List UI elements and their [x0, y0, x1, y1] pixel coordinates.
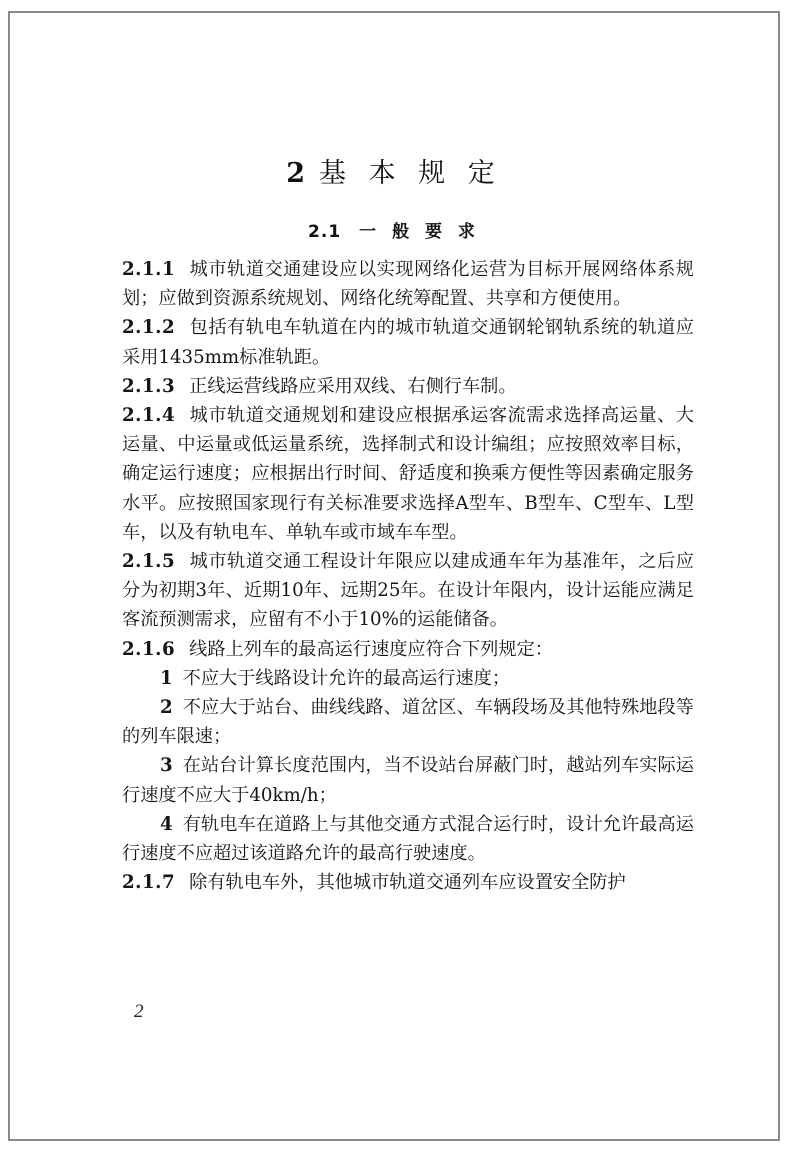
item-text: 有轨电车在道路上与其他交通方式混合运行时，设计允许最高运行速度不应超过该道路允许的最高行驶速度。: [122, 813, 694, 865]
clause-text: 包括有轨电车轨道在内的城市轨道交通钢轮钢轨系统的轨道应采用1435mm标准轨距。: [122, 317, 694, 368]
clause-number: 2.1.2: [122, 317, 176, 339]
clause-text: 城市轨道交通建设应以实现网络化运营为目标开展网络体系规划；应做到资源系统规划、网络化统筹配置、共享和方便使用。: [122, 259, 694, 310]
clause-2-1-6: [122, 635, 694, 664]
chapter-heading: [10, 151, 778, 190]
item-text: 在站台计算长度范围内，当不设站台屏蔽门时，越站列车实际运行速度不应大于40km/h；: [122, 755, 694, 806]
section-title: 一 般 要 求: [359, 222, 480, 242]
clause-2-1-4: [122, 401, 694, 547]
page-number: 2: [134, 1001, 144, 1022]
list-item: [122, 664, 694, 693]
item-number: 3: [160, 755, 173, 777]
clause-number: 2.1.6: [122, 638, 176, 660]
clause-2-1-3: [122, 372, 694, 401]
item-text: 不应大于站台、曲线线路、道岔区、车辆段场及其他特殊地段等的列车限速；: [122, 697, 694, 748]
clause-text: 除有轨电车外，其他城市轨道交通列车应设置安全防护: [189, 872, 626, 894]
clause-number: 2.1.1: [122, 259, 176, 280]
section-heading: [10, 217, 778, 242]
clause-2-1-1: [122, 255, 694, 313]
document-body: [122, 255, 694, 897]
clause-number: 2.1.4: [122, 405, 176, 427]
clause-number: 2.1.5: [122, 551, 176, 573]
list-item: [122, 693, 694, 751]
clause-2-1-7: [122, 868, 694, 897]
chapter-title: 基 本 规 定: [319, 158, 502, 189]
clause-2-1-5: [122, 547, 694, 635]
item-number: 2: [160, 697, 173, 719]
clause-text: 城市轨道交通规划和建设应根据承运客流需求选择高运量、大运量、中运量或低运量系统，选择制式和设计编组；应按照效率目标，确定运行速度；应根据出行时间、舒适度和换乘方便性等因素确定服务水平。应按照国家现行有关标准要求选择A型车、B型车、C型车、L型车，以及有轨电车、单轨车或市域车车型。: [122, 405, 694, 543]
clause-text: 城市轨道交通工程设计年限应以建成通车年为基准年，之后应分为初期3年、近期10年、远期25年。在设计年限内，设计运能应满足客流预测需求，应留有不小于10%的运能储备。: [122, 551, 694, 631]
item-number: 1: [160, 667, 173, 689]
page: [8, 11, 780, 1141]
list-item: [122, 810, 694, 868]
clause-text: 线路上列车的最高运行速度应符合下列规定：: [189, 638, 553, 660]
clause-2-1-2: [122, 313, 694, 371]
item-text: 不应大于线路设计允许的最高运行速度；: [182, 667, 511, 689]
chapter-number: 2: [286, 158, 306, 189]
clause-number: 2.1.7: [122, 872, 176, 894]
item-number: 4: [160, 813, 173, 835]
list-item: [122, 751, 694, 809]
clause-text: 正线运营线路应采用双线、右侧行车制。: [189, 375, 517, 397]
section-number: 2.1: [308, 222, 342, 242]
clause-number: 2.1.3: [122, 375, 176, 397]
